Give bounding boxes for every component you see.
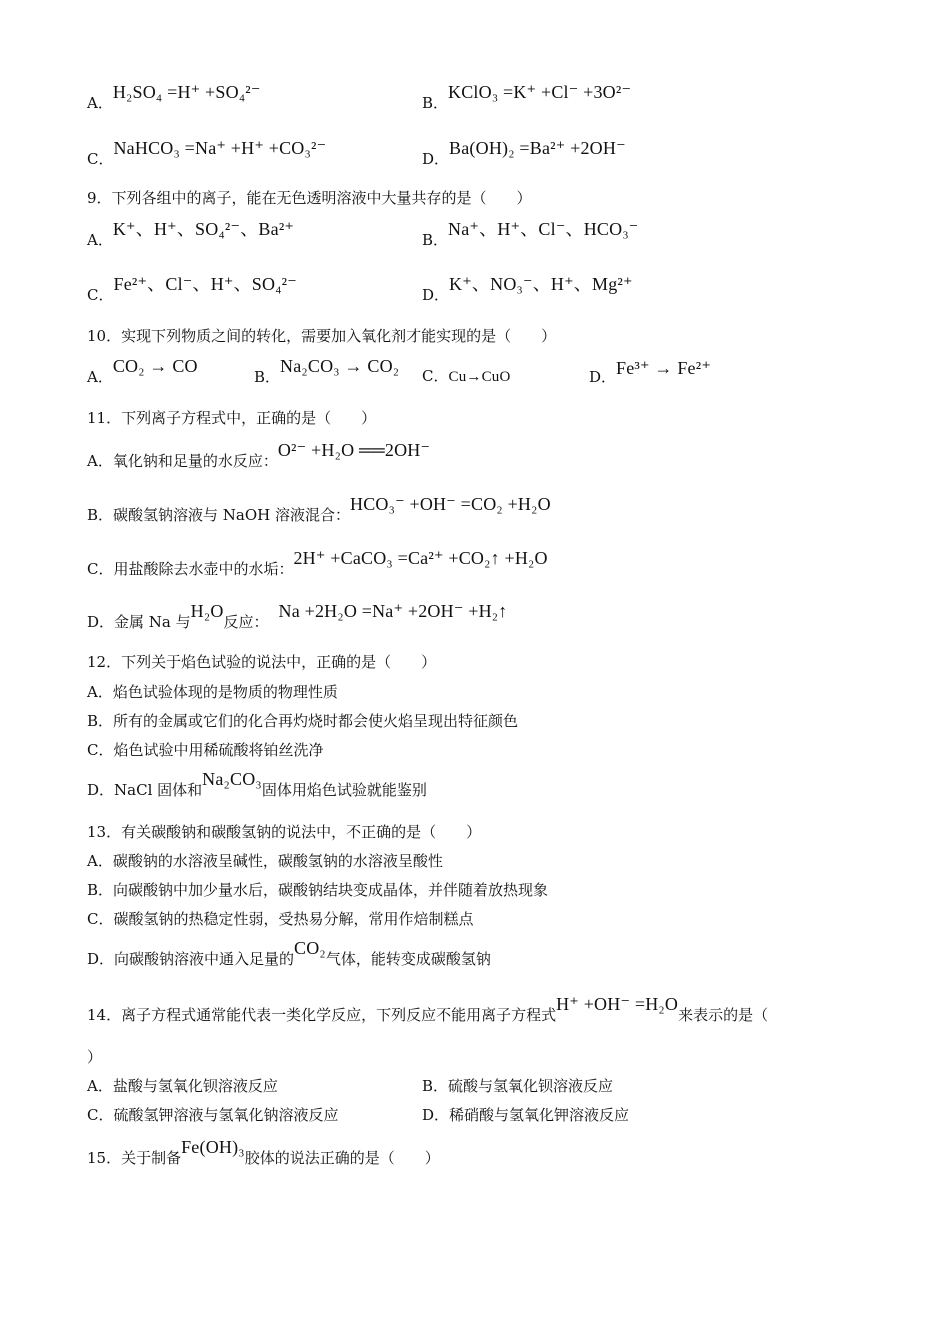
q13-option-b: B．向碳酸钠中加少量水后，碳酸钠结块变成晶体，并伴随着放热现象	[87, 881, 549, 899]
q11-option-d	[87, 601, 508, 632]
q12-option-b: B．所有的金属或它们的化合再灼烧时都会使火焰呈现出特征颜色	[87, 712, 519, 730]
q8-option-d	[422, 138, 626, 169]
option-text: 固体用焰色试验就能鉴别	[261, 781, 427, 799]
formula: K⁺、NO₃⁻、H⁺、Mg²⁺	[449, 274, 633, 294]
q9-option-d	[422, 274, 633, 305]
option-text: D．向碳酸钠溶液中通入足量的	[87, 950, 295, 968]
option-text: 反应：	[223, 613, 269, 631]
q10-option-b	[254, 356, 400, 387]
q14-option-a: A．盐酸与氢氧化钡溶液反应	[87, 1077, 278, 1095]
q8-option-a	[87, 82, 261, 113]
q10-option-c	[422, 366, 511, 387]
stem-text: 来表示的是（	[678, 1006, 769, 1024]
option-label: D．	[422, 150, 450, 168]
stem-text: 胶体的说法正确的是（ ）	[244, 1149, 440, 1167]
q13-stem: 13．有关碳酸钠和碳酸氢钠的说法中，不正确的是（ ）	[87, 823, 482, 841]
option-text: B．碳酸氢钠溶液与 NaOH 溶液混合：	[87, 506, 351, 524]
q10-stem: 10．实现下列物质之间的转化，需要加入氧化剂才能实现的是（ ）	[87, 327, 557, 345]
option-label: C．	[87, 150, 114, 168]
q11-option-a	[87, 440, 431, 471]
option-text: C．用盐酸除去水壶中的水垢：	[87, 560, 294, 578]
formula: Na₂CO₃ → CO₂	[280, 356, 400, 376]
formula: NaHCO₃ =Na⁺ +H⁺ +CO₃²⁻	[113, 138, 327, 158]
q10-option-a	[87, 356, 198, 387]
option-label: B．	[422, 231, 449, 249]
option-label: A．	[87, 94, 113, 112]
q13-option-a: A．碳酸钠的水溶液呈碱性，碳酸氢钠的水溶液呈酸性	[87, 852, 443, 870]
q15-stem	[87, 1137, 440, 1168]
formula: Fe²⁺、Cl⁻、H⁺、SO₄²⁻	[113, 274, 297, 294]
formula-inline: H₂O	[190, 601, 224, 621]
option-label: C．	[87, 286, 114, 304]
q11-option-b	[87, 494, 551, 525]
formula: CO₂ → CO	[112, 356, 198, 376]
q13-option-d	[87, 938, 491, 969]
q14-stem	[87, 994, 769, 1025]
formula: O²⁻ +H₂O ══2OH⁻	[277, 440, 431, 460]
formula: Fe³⁺ → Fe²⁺	[616, 358, 712, 378]
formula: Na⁺、H⁺、Cl⁻、HCO₃⁻	[448, 219, 639, 239]
option-label: A．	[87, 368, 113, 386]
formula-inline: CO₂	[294, 938, 326, 958]
q9-stem: 9．下列各组中的离子，能在无色透明溶液中大量共存的是（ ）	[87, 189, 532, 207]
formula-inline: Fe(OH)₃	[181, 1137, 245, 1157]
q12-option-a: A．焰色试验体现的是物质的物理性质	[87, 683, 338, 701]
q14-option-b: B．硫酸与氢氧化钡溶液反应	[422, 1077, 614, 1095]
q9-option-b	[422, 219, 639, 250]
option-label: D．	[589, 368, 617, 386]
stem-text: 15．关于制备	[87, 1149, 182, 1167]
option-text: D．NaCl 固体和	[87, 781, 203, 799]
q13-option-c: C．碳酸氢钠的热稳定性弱，受热易分解，常用作焙制糕点	[87, 910, 474, 928]
formula: HCO₃⁻ +OH⁻ =CO₂ +H₂O	[350, 494, 551, 514]
formula: K⁺、H⁺、SO₄²⁻、Ba²⁺	[112, 219, 295, 239]
option-text: A．氧化钠和足量的水反应：	[87, 452, 278, 470]
option-label: B．	[254, 368, 281, 386]
option-text: 气体，能转变成碳酸氢钠	[325, 950, 491, 968]
q10-option-d	[589, 358, 712, 387]
q8-option-b	[422, 82, 632, 113]
q12-stem: 12．下列关于焰色试验的说法中，正确的是（ ）	[87, 653, 437, 671]
option-label: D．	[422, 286, 450, 304]
q9-option-c	[87, 274, 297, 305]
q8-option-c	[87, 138, 327, 169]
formula: Cu→CuO	[448, 369, 511, 385]
option-label: A．	[87, 231, 113, 249]
formula: 2H⁺ +CaCO₃ =Ca²⁺ +CO₂↑ +H₂O	[293, 548, 548, 568]
formula: H₂SO₄ =H⁺ +SO₄²⁻	[112, 82, 261, 102]
option-text: D．金属 Na 与	[87, 613, 191, 631]
q11-stem: 11．下列离子方程式中，正确的是（ ）	[87, 409, 377, 427]
formula-inline: Na₂CO₃	[202, 769, 262, 789]
formula: Na +2H₂O =Na⁺ +2OH⁻ +H₂↑	[278, 601, 508, 621]
formula-inline: H⁺ +OH⁻ =H₂O	[556, 994, 679, 1014]
q14-option-c: C．硫酸氢钾溶液与氢氧化钠溶液反应	[87, 1106, 339, 1124]
stem-text: 14．离子方程式通常能代表一类化学反应，下列反应不能用离子方程式	[87, 1006, 557, 1024]
option-label: C．	[422, 367, 449, 385]
q14-option-d: D．稀硝酸与氢氧化钾溶液反应	[422, 1106, 630, 1124]
q11-option-c	[87, 548, 548, 579]
q12-option-c: C．焰色试验中用稀硫酸将铂丝洗净	[87, 741, 324, 759]
q9-option-a	[87, 219, 295, 250]
option-label: B．	[422, 94, 449, 112]
q14-stem-end: ）	[87, 1048, 103, 1066]
q12-option-d	[87, 769, 427, 800]
formula: Ba(OH)₂ =Ba²⁺ +2OH⁻	[449, 138, 626, 158]
formula: KClO₃ =K⁺ +Cl⁻ +3O²⁻	[448, 82, 632, 102]
